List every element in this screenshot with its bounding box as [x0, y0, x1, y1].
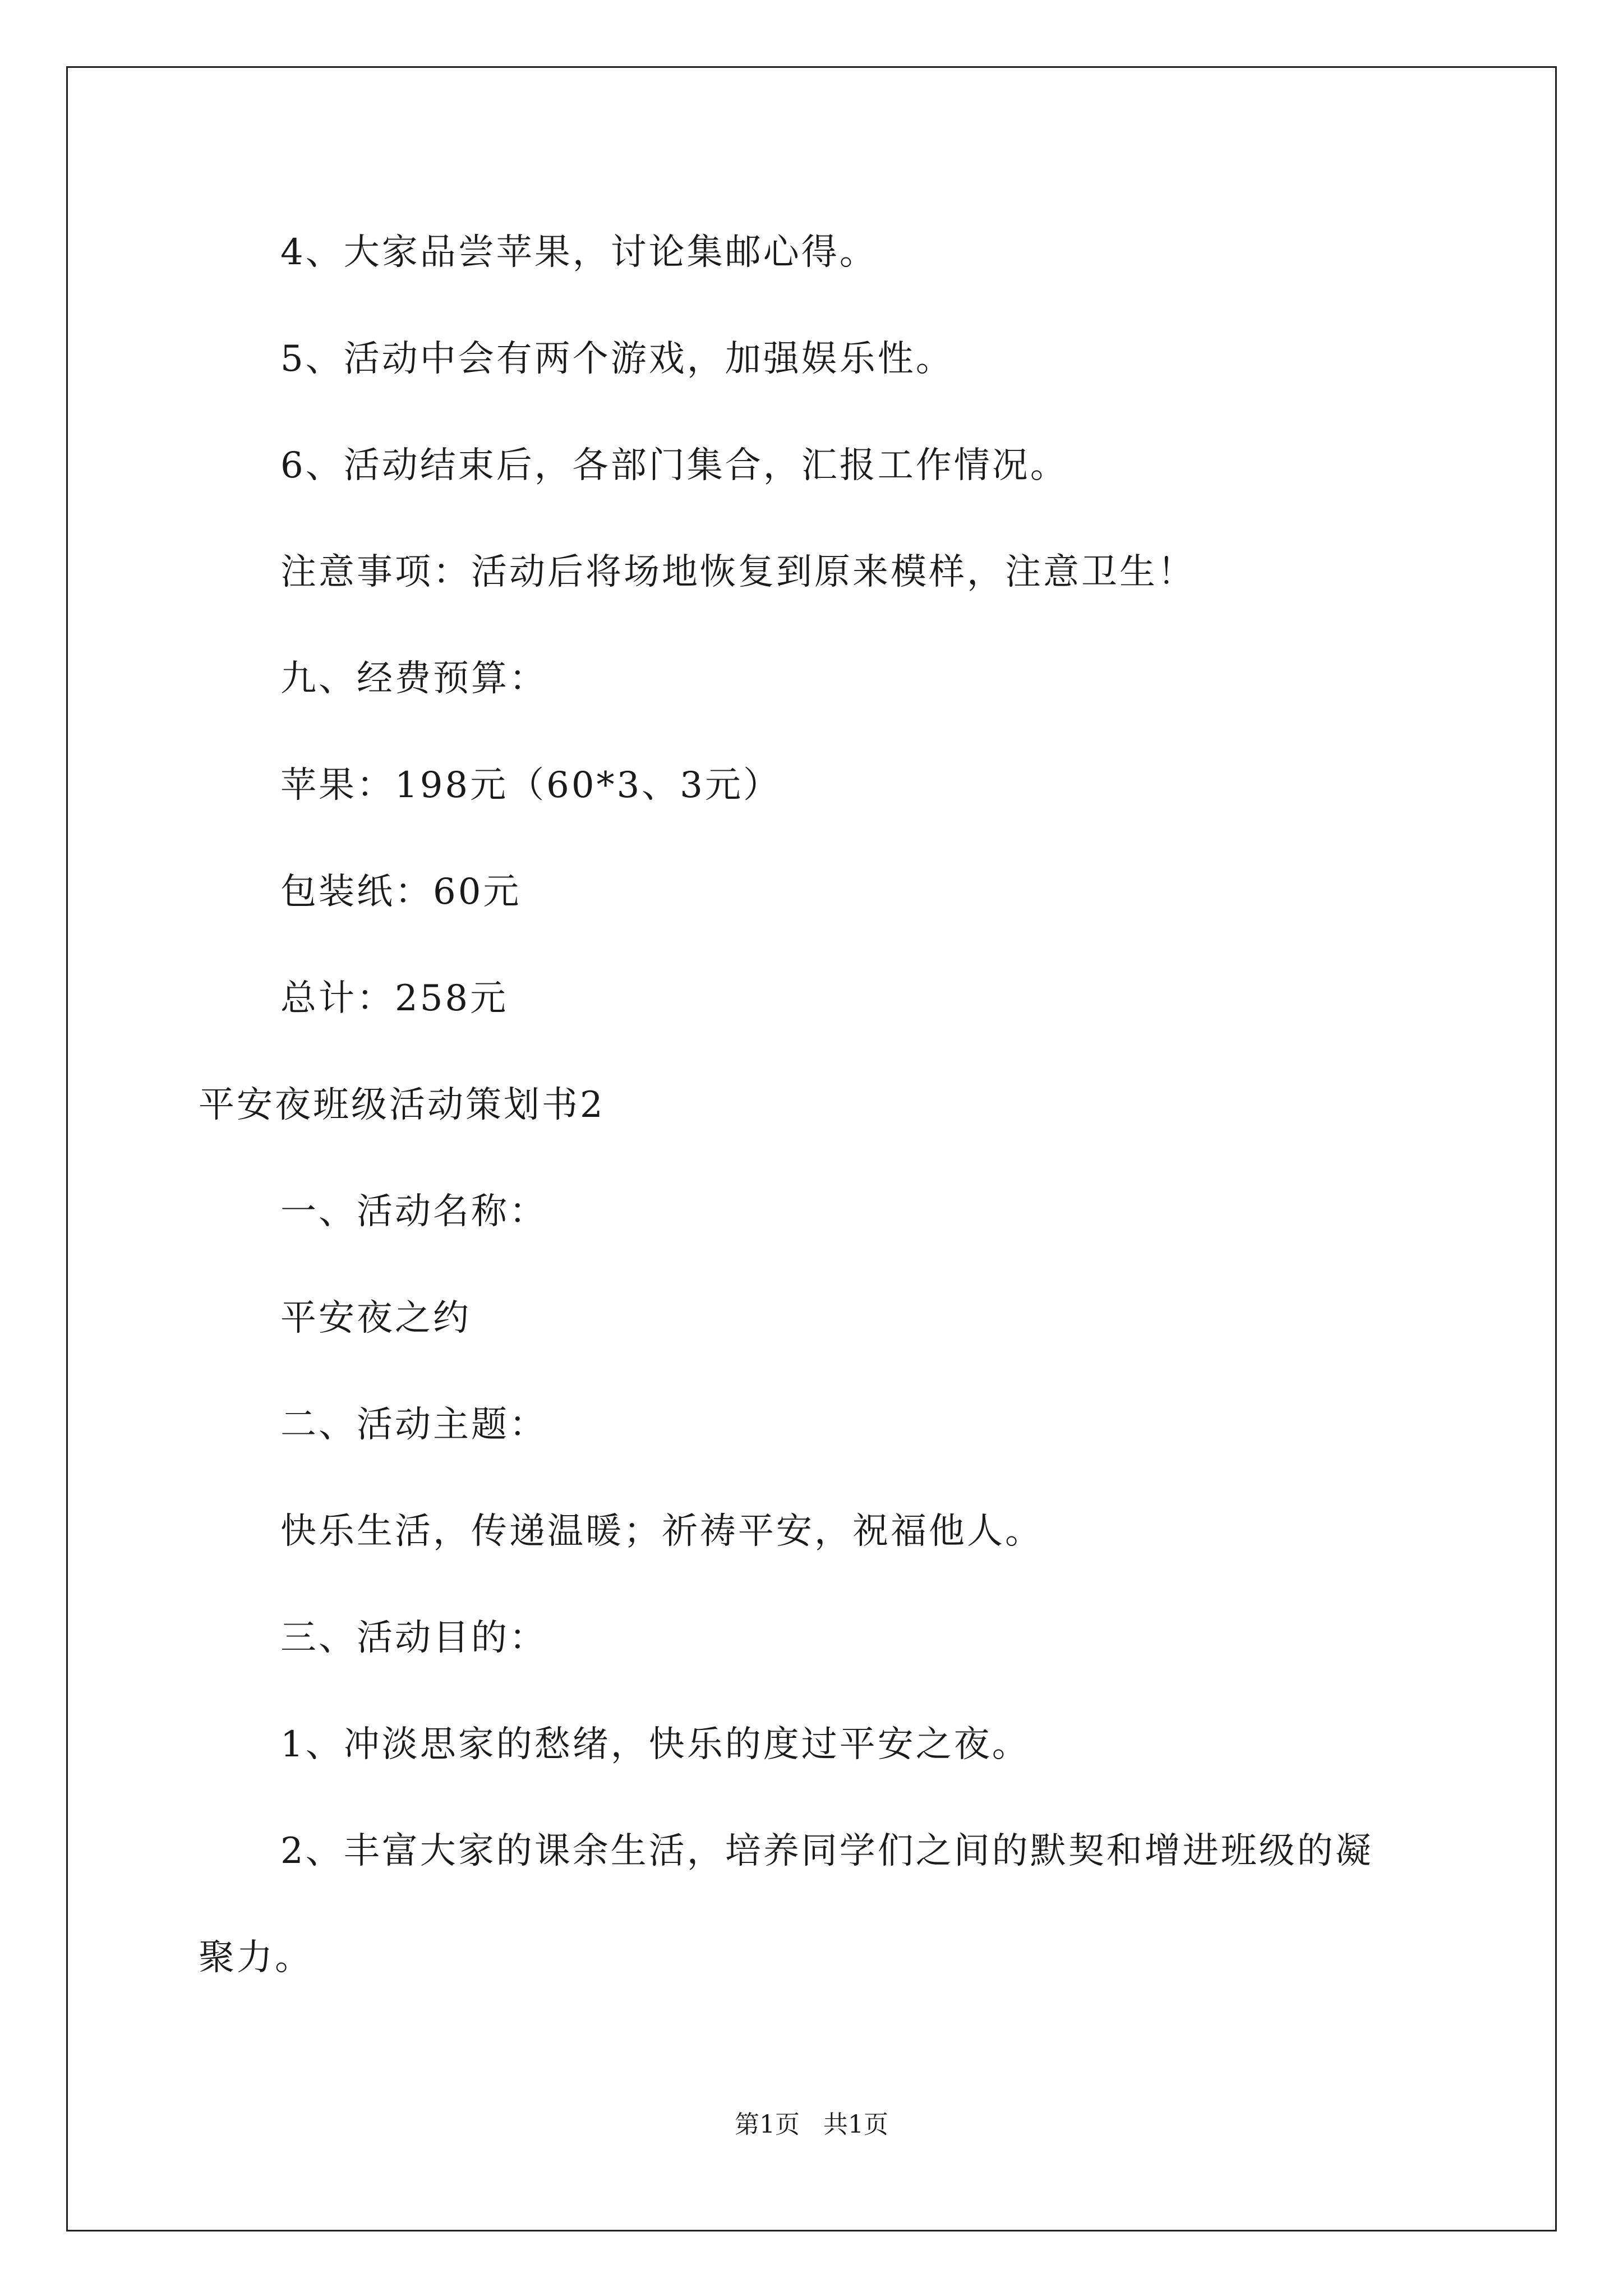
budget-apples: 苹果：198元（60*3、3元） — [280, 765, 782, 806]
activity-theme: 快乐生活，传递温暖；祈祷平安，祝福他人。 — [280, 1511, 1043, 1552]
section-title: 平安夜班级活动策划书2 — [199, 1084, 605, 1126]
budget-wrapping-paper: 包装纸：60元 — [280, 871, 522, 913]
budget-heading: 九、经费预算： — [280, 658, 547, 700]
activity-purpose-heading: 三、活动目的： — [280, 1617, 547, 1659]
budget-total: 总计：258元 — [280, 978, 509, 1019]
purpose-item-2-continued: 聚力。 — [199, 1937, 313, 1978]
list-item-5: 5、活动中会有两个游戏，加强娱乐性。 — [280, 338, 954, 380]
page-border — [66, 66, 1557, 2231]
purpose-item-2: 2、丰富大家的课余生活，培养同学们之间的默契和增进班级的凝 — [280, 1830, 1373, 1872]
note-paragraph: 注意事项：活动后将场地恢复到原来模样，注意卫生！ — [280, 551, 1196, 593]
activity-theme-heading: 二、活动主题： — [280, 1404, 547, 1446]
list-item-4: 4、大家品尝苹果，讨论集邮心得。 — [280, 232, 878, 273]
list-item-6: 6、活动结束后，各部门集合，汇报工作情况。 — [280, 445, 1068, 486]
activity-name-heading: 一、活动名称： — [280, 1191, 547, 1232]
purpose-item-1: 1、冲淡思家的愁绪，快乐的度过平安之夜。 — [280, 1724, 1030, 1765]
page-footer: 第1页 共1页 — [735, 2110, 888, 2139]
activity-name: 平安夜之约 — [280, 1297, 471, 1339]
